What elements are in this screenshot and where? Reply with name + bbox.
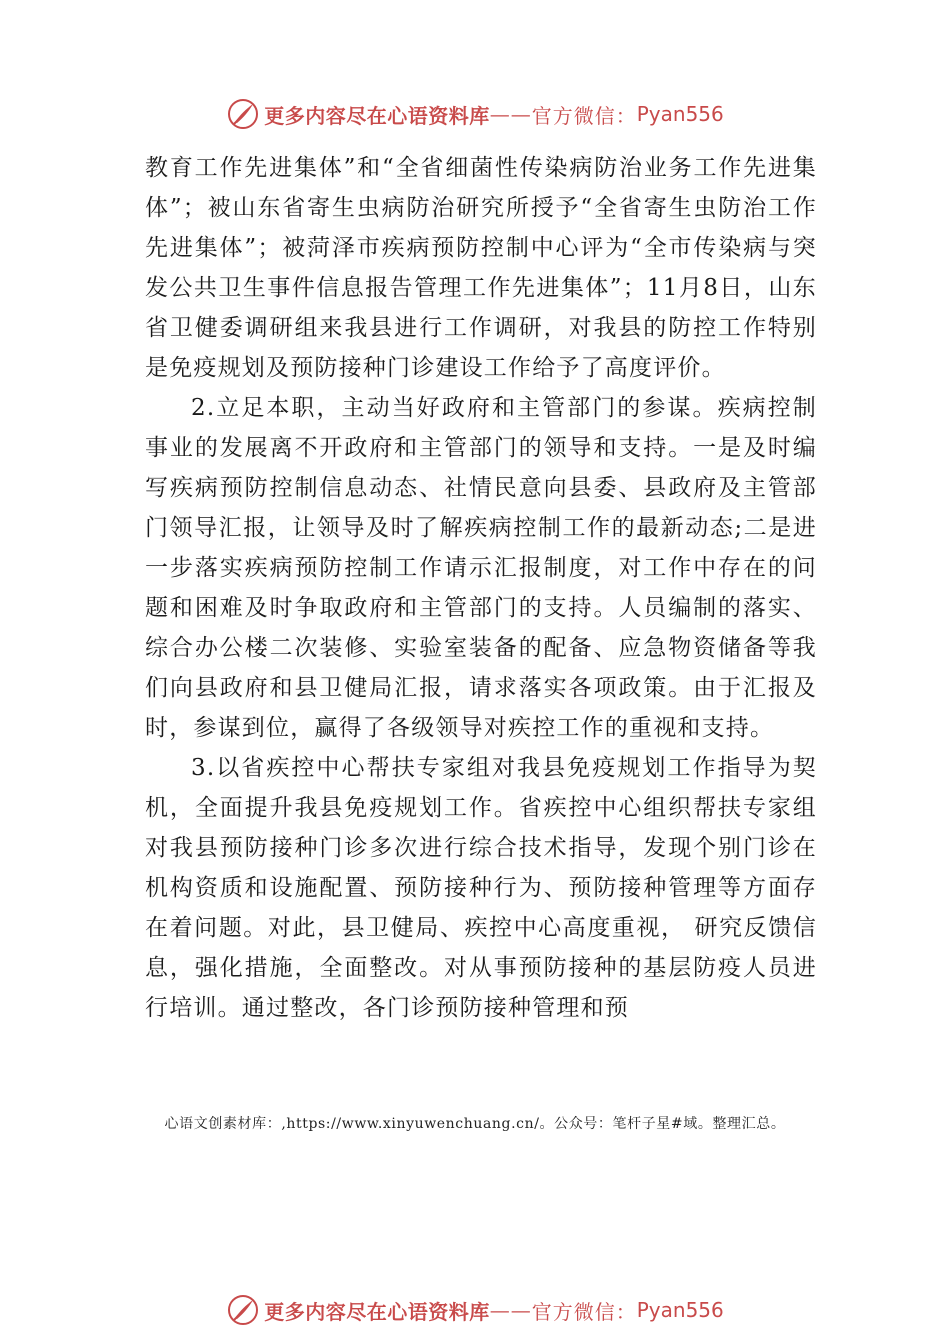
paragraph-3: 3.以省疾控中心帮扶专家组对我县免疫规划工作指导为契机，全面提升我县免疫规划工作。省疾控中心组织帮扶专家组对我县预防接种门诊多次进行综合技术指导，发现个别门诊在机构资质和设施配置、预防接种行为、预防接种管理等方面存在着问题。对此，县卫健局、疾控中心高度重视， 研究反馈信息，强化措施，全面整改。对从事预防接种的基层防疫人员进行培训。通过整改，各门诊预防接种管理和预	[145, 755, 817, 1021]
banner-sub-text: 官方微信：	[531, 103, 637, 128]
quill-logo-icon	[226, 97, 260, 131]
banner-dash: ——	[489, 102, 532, 126]
banner-wechat-id: Pyan556	[636, 1298, 724, 1322]
paragraph-2: 2.立足本职，主动当好政府和主管部门的参谋。疾病控制事业的发展离不开政府和主管部门的领导和支持。一是及时编写疾病预防控制信息动态、社情民意向县委、县政府及主管部门领导汇报，让领导及时了解疾病控制工作的最新动态;二是进一步落实疾病预防控制工作请示汇报制度，对工作中存在的问题和困难及时争取政府和主管部门的支持。人员编制的落实、综合办公楼二次装修、实验室装备的配备、应急物资储备等我们向县政府和县卫健局汇报，请求落实各项政策。由于汇报及时，参谋到位，赢得了各级领导对疾控工作的重视和支持。	[145, 395, 817, 741]
document-body	[145, 148, 817, 1028]
source-footnote: 心语文创素材库：,https://www.xinyuwenchuang.cn/。公众号：笔杆子星#域。整理汇总。	[164, 1116, 786, 1132]
banner-dash: ——	[489, 1298, 532, 1322]
footer-banner	[0, 1288, 950, 1332]
quill-logo-icon	[226, 1293, 260, 1327]
banner-sub-text: 官方微信：	[531, 1299, 637, 1324]
banner-wechat-id: Pyan556	[636, 102, 724, 126]
banner-main-text: 更多内容尽在心语资料库	[264, 103, 490, 128]
header-banner	[0, 92, 950, 136]
paragraph-1: 教育工作先进集体”和“全省细菌性传染病防治业务工作先进集体”；被山东省寄生虫病防治研究所授予“全省寄生虫防治工作先进集体”；被菏泽市疾病预防控制中心评为“全市传染病与突发公共卫生事件信息报告管理工作先进集体”；11月8日，山东省卫健委调研组来我县进行工作调研，对我县的防控工作特别是免疫规划及预防接种门诊建设工作给予了高度评价。	[145, 155, 817, 381]
banner-main-text: 更多内容尽在心语资料库	[264, 1299, 490, 1324]
